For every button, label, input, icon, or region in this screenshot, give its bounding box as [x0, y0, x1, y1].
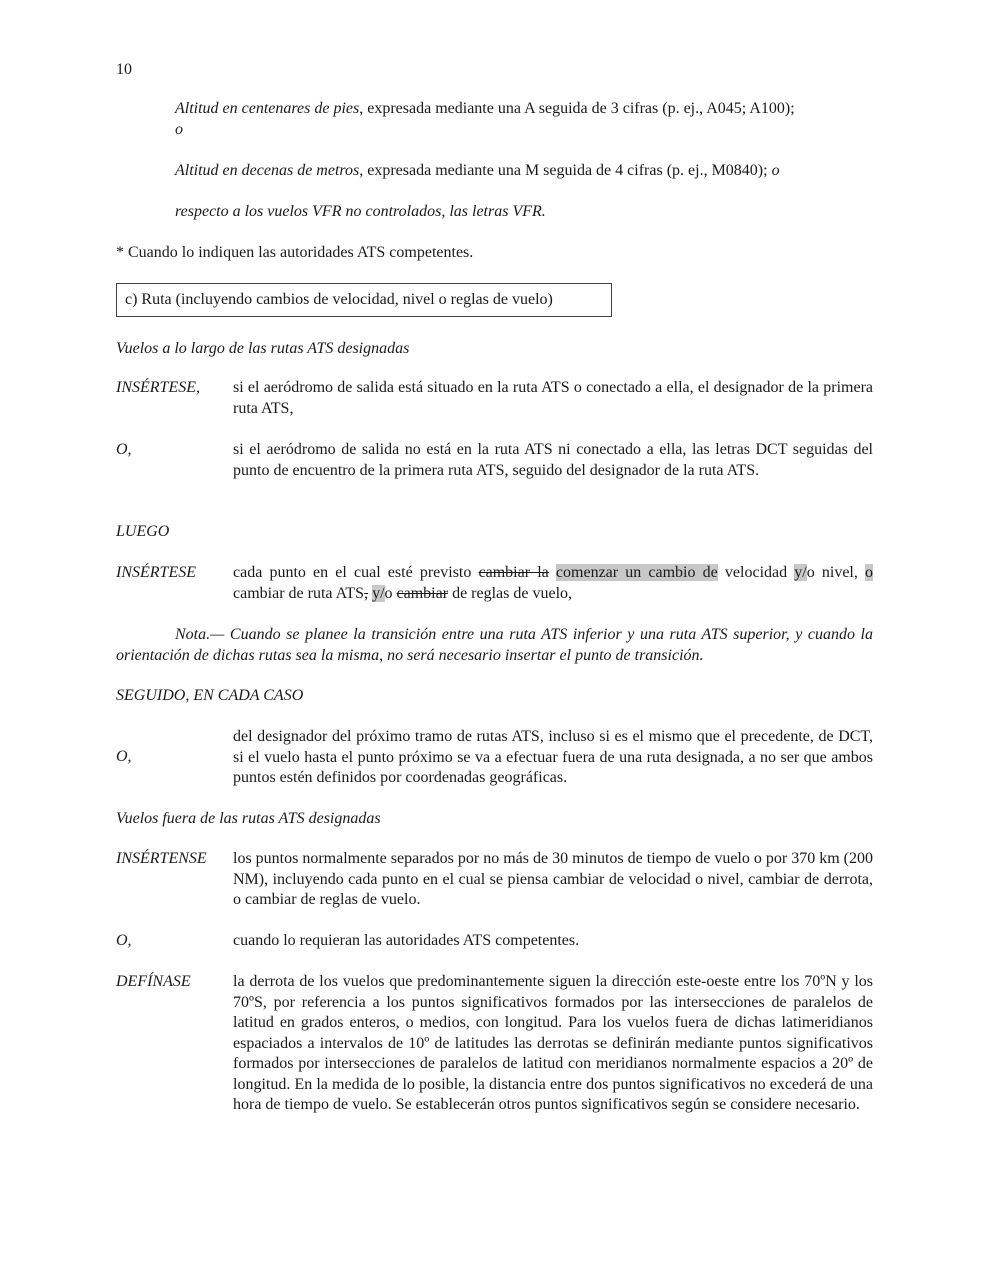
- entry-description: los puntos normalmente separados por no más de 30 minutos de tiempo de vuelo o por 370 km (200 NM), incluyendo cada punto en el cual se piensa cambiar de velocidad o nivel, cambiar de derrota, o cambiar de reglas de vuelo.: [233, 850, 873, 908]
- text-segment: cada punto en el cual esté previsto: [233, 564, 479, 581]
- entry-description: cuando lo requieran las autoridades ATS competentes.: [233, 932, 580, 949]
- route-section-box: c) Ruta (incluyendo cambios de velocidad, nivel o reglas de vuelo): [116, 283, 612, 317]
- entry-description: si el aeródromo de salida está situado en la ruta ATS o conectado a ella, el designador de la primera ruta ATS,: [233, 379, 873, 417]
- entry-label: INSÉRTESE,: [116, 379, 200, 396]
- struck-text: cambiar: [396, 584, 449, 602]
- entry-label: O,: [116, 932, 132, 949]
- text-segment: de reglas de vuelo,: [448, 584, 573, 602]
- highlighted-text: o: [865, 564, 874, 581]
- altitude-tens-text: , expresada mediante una M seguida de 4 cifras (p. ej., M0840);: [359, 162, 768, 179]
- entry-label: DEFÍNASE: [116, 973, 191, 990]
- entry-description: la derrota de los vuelos que predominantemente siguen la dirección este-oeste entre los 70ºN y los 70ºS, por referencia a los puntos significativos formados por las intersecciones de paralelos de latitud en grados enteros, o medios, con longitud. Para los vuelos fuera de dichas latimeridianos espaciados a intervalos de 10º de latitudes las derrotas se definirán mediante puntos significativos formados por intersecciones de paralelos de latitud con meridianos normalmente espacios a 20º de longitud. En la medida de lo posible, la distancia entre dos puntos significativos no excederá de una hora de tiempo de vuelo. Se establecerán otros puntos significativos según se considere necesario.: [233, 973, 873, 1113]
- text-segment: o: [384, 584, 397, 602]
- altitude-hundreds-text: , expresada mediante una A seguida de 3 cifras (p. ej., A045; A100);: [359, 100, 795, 117]
- heading-outside-routes: Vuelos fuera de las rutas ATS designadas: [116, 810, 381, 827]
- struck-text: ,: [364, 584, 369, 602]
- text-segment: o nivel,: [806, 564, 866, 581]
- altitude-tens-or: o: [771, 162, 780, 179]
- page-number: 10: [116, 61, 132, 78]
- entry-label: INSÉRTESE: [116, 564, 196, 581]
- entry-label: O,: [116, 441, 132, 458]
- entry-label: O,: [116, 748, 132, 765]
- highlighted-text: comenzar un cambio de: [555, 564, 718, 581]
- altitude-tens-term: Altitud en decenas de metros: [175, 162, 360, 179]
- struck-text: cambiar la: [478, 564, 549, 581]
- entry-description: si el aeródromo de salida no está en la ruta ATS ni conectado a ella, las letras DCT seguidas del punto de encuentro de la primera ruta ATS, seguido del designador de la ruta ATS.: [233, 441, 873, 479]
- altitude-hundreds-term: Altitud en centenares de pies: [175, 100, 360, 117]
- heading-designated-routes: Vuelos a lo largo de las rutas ATS designadas: [116, 340, 410, 357]
- highlighted-text: y/: [372, 584, 385, 602]
- highlighted-text: y/: [794, 564, 807, 581]
- transition-note: Nota.— Cuando se planee la transición entre una ruta ATS inferior y una ruta ATS superior, y cuando la orientación de dichas rutas sea la misma, no será necesario insertar el punto de transición.: [116, 626, 873, 664]
- text-segment: [549, 564, 556, 581]
- seguido-heading: SEGUIDO, EN CADA CASO: [116, 687, 304, 704]
- vfr-paragraph: respecto a los vuelos VFR no controlados, las letras VFR.: [175, 203, 546, 220]
- text-segment: cambiar de ruta ATS: [233, 584, 365, 602]
- insert-change-description: [233, 563, 873, 604]
- altitude-hundreds-or: o: [175, 120, 183, 138]
- luego-label: LUEGO: [116, 523, 170, 540]
- entry-description: del designador del próximo tramo de rutas ATS, incluso si es el mismo que el precedente, de DCT, si el vuelo hasta el punto próximo se va a efectuar fuera de una ruta designada, a no ser que ambos puntos estén definidos por coordenadas geográficas.: [233, 728, 873, 786]
- footnote: * Cuando lo indiquen las autoridades ATS competentes.: [116, 244, 474, 261]
- entry-label: INSÉRTENSE: [116, 850, 207, 867]
- text-segment: velocidad: [717, 564, 795, 581]
- altitude-tens-paragraph: [175, 161, 873, 182]
- altitude-hundreds-paragraph: [175, 99, 873, 140]
